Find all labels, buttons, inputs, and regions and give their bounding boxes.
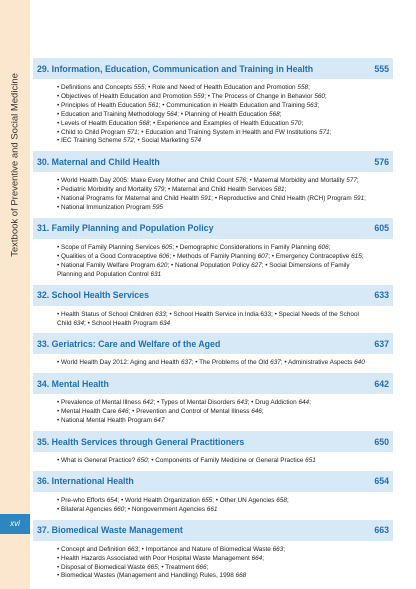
chapter-title: 37. Biomedical Waste Management [37,525,183,536]
chapter-title: 32. School Health Services [37,290,149,301]
topic-line [57,186,391,195]
chapter-entry [33,431,393,471]
topic-text: ; [206,563,209,571]
topic-text: • Pediatric Morbidity and Mortality [57,186,154,194]
topic-page-ref: 606 [158,252,170,260]
topic-text: • Principles of Health Education [57,101,149,109]
topic-text: ; [286,496,289,504]
topic-page-ref: 633 [155,310,166,318]
topic-text: • World Health Day 2012: Aging and Health [57,359,181,367]
topic-line [57,457,391,466]
topic-line [57,84,391,93]
chapter-heading[interactable] [33,285,393,306]
topic-line [57,564,391,573]
chapter-topics [33,541,393,587]
chapter-topics [33,306,393,334]
chapter-entry [33,373,393,431]
topic-page-ref: 646 [117,408,129,416]
topic-text: ; • Maternal Morbidity and Mortality [245,177,347,185]
topic-text: ; • Planning of Health Education [177,110,269,118]
topic-text: • World Health Day 2005: Make Every Mother and Child Count [57,177,236,185]
topic-line [57,244,391,253]
topic-text: • National Mental Health Program [57,417,154,425]
topic-text: ; • Methods of Family Planning [169,252,258,260]
topic-page-ref: 660 [113,505,125,513]
chapter-heading[interactable] [33,373,393,394]
topic-text: ; [325,92,327,100]
topic-text: ; • Prevention and Control of Mental Illness [128,408,252,416]
topic-line [57,555,391,564]
chapter-page-number: 642 [374,378,389,389]
topic-page-ref: 666 [195,563,207,571]
topic-text: • Pre-who Efforts [57,496,107,504]
chapter-topics [33,492,393,520]
topic-text: ; [328,243,331,251]
chapter-heading[interactable] [33,151,393,172]
topic-text: ; • Role and Need of Health Education and Promotion [144,84,298,91]
topic-text: • What is General Practice? [57,457,138,465]
topic-line [57,195,391,204]
topic-page-ref: 620 [156,261,168,269]
topic-text: ; • The Problems of the Old [191,359,271,367]
topic-page-ref: 640 [354,359,365,367]
chapter-heading[interactable] [33,58,393,79]
topic-page-ref: 577 [346,177,357,185]
topic-text: ; • Other UN Agencies [212,496,277,504]
chapter-title: 29. Information, Education, Communication and Training in Health [37,63,314,74]
topic-line [57,497,391,506]
topic-text: • Child to Child Program [57,128,128,136]
chapter-topics [33,394,393,431]
chapter-topics [33,354,393,373]
topic-page-ref: 655 [201,496,213,504]
chapter-entry [33,471,393,520]
topic-text: ; • Components of Family Medicine or General Practice [147,457,306,465]
running-head-text: Textbook of Preventive and Social Medicine [9,73,21,257]
topic-page-ref: 591 [353,195,365,203]
topic-page-ref: 560 [314,92,325,100]
topic-text: ; • Demographic Considerations in Family Planning [172,243,318,251]
topic-text: • Prevalence of Mental Illness [57,399,143,407]
chapter-entry [33,285,393,334]
topic-line [57,572,391,581]
chapter-topics [33,79,393,151]
topic-page-ref: 571 [319,128,330,136]
topic-line [57,271,391,280]
topic-page-ref: 658 [276,496,287,504]
chapter-page-number: 663 [374,525,389,536]
chapter-page-number: 650 [374,436,389,447]
topic-line [57,93,391,102]
topic-page-ref: 581 [273,186,285,194]
topic-text: ; • Maternal and Child Health Services [164,186,274,194]
topic-page-ref: 606 [317,243,329,251]
topic-page-ref: 646 [251,408,262,416]
topic-text: • National Programs for Maternal and Child Health [57,195,201,203]
topic-page-ref: 664 [251,554,263,562]
chapter-entry [33,151,393,218]
topic-text: ; [317,101,320,109]
chapter-topics [33,239,393,285]
topic-text: ; [283,545,286,553]
topic-text: Child [57,319,74,327]
chapter-topics [33,452,393,471]
topic-page-ref: 654 [106,496,118,504]
topic-line [57,111,391,120]
topic-line [57,177,391,186]
chapter-page-number: 654 [374,476,389,487]
topic-line [57,506,391,515]
topic-text: ; • The Process of Change in Behavior [204,92,315,100]
topic-line [57,417,391,426]
topic-text: ; • World Health Organization [117,496,202,504]
chapter-page-number: 633 [374,290,389,301]
chapter-heading[interactable] [33,333,393,354]
topic-text: ; [361,252,364,260]
chapter-title: 34. Mental Health [37,378,109,389]
topic-line [57,311,391,320]
topic-page-ref: 663 [272,545,284,553]
topic-text: ; • Communication in Health Education and Training [158,101,307,109]
topic-text: ; [261,408,264,416]
topic-text: • Biomedical Wastes (Management and Handling) Rules, 1998 [57,572,236,580]
topic-page-ref: 650 [137,457,148,465]
chapter-entry [33,520,393,587]
topic-text: • Levels of Health Education [57,119,139,127]
topic-page-ref: 644 [298,399,310,407]
topic-page-ref: 571 [127,128,138,136]
topic-text: • Scope of Family Planning Services [57,243,162,251]
topic-text: ; • National Population Policy [167,261,252,269]
topic-text: ; • Reproductive and Child Health (RCH) Program [211,195,354,203]
topic-line [57,359,391,368]
topic-text: ; [284,186,287,194]
topic-page-ref: 607 [257,252,269,260]
chapter-heading[interactable] [33,520,393,541]
topic-text: • Disposal of Biomedical Waste [57,563,148,571]
topic-page-ref: 634 [159,319,171,327]
chapter-entry [33,333,393,373]
topic-text: • National Family Welfare Program [57,261,157,269]
topic-text: ; • Drug Addiction [247,399,299,407]
topic-line [57,546,391,555]
topic-text: • Mental Health Care [57,408,118,416]
topic-page-ref: 637 [270,359,281,367]
topic-page-ref: 563 [306,101,318,109]
page-folio: xvi [0,514,30,534]
topic-page-ref: 627 [251,261,262,269]
topic-text: • National Immunization Program [57,204,153,212]
topic-text: • IEC Training Scheme [57,137,124,145]
chapter-title: 36. International Health [37,476,134,487]
chapter-page-number: 637 [374,338,389,349]
topic-page-ref: 591 [200,195,212,203]
topic-page-ref: 631 [150,270,162,278]
topic-text: • Definitions and Concepts [57,84,134,91]
topic-text: ; [301,119,304,127]
topic-page-ref: 634 [73,319,85,327]
topic-line [57,204,391,213]
chapter-entry [33,218,393,285]
running-head [0,0,30,330]
topic-page-ref: 661 [206,505,218,513]
chapter-heading[interactable] [33,471,393,492]
topic-text: ; • Administrative Aspects [280,359,355,367]
topic-text: ; • Social Marketing [133,137,191,145]
topic-page-ref: 643 [236,399,248,407]
chapter-title: 35. Health Services through General Practitioners [37,436,245,447]
topic-text: ; [364,195,366,203]
topic-page-ref: 605 [161,243,173,251]
chapter-title: 31. Family Planning and Population Policy [37,223,214,234]
chapter-title: 33. Geriatrics: Care and Welfare of the Aged [37,338,221,349]
topic-text: • Objectives of Health Education and Promotion [57,92,194,100]
topic-page-ref: 572 [123,137,134,145]
topic-page-ref: 570 [290,119,302,127]
topic-page-ref: 647 [153,417,165,425]
topic-text: Planning and Population Control [57,270,151,278]
topic-page-ref: 568 [138,119,150,127]
chapter-entry [33,58,393,151]
topic-text: • Concept and Definition [57,545,128,553]
topic-text: ; • Education and Training System in Health and FW Institutions [137,128,320,136]
chapter-page-number: 555 [374,63,389,74]
topic-page-ref: 574 [190,137,202,145]
chapter-page-number: 576 [374,156,389,167]
topic-page-ref: 651 [305,457,316,465]
topic-text: ; • Treatment [157,563,196,571]
topic-page-ref: 568 [268,110,280,118]
topic-page-ref: 663 [127,545,139,553]
topic-line [57,120,391,129]
chapter-topics [33,172,393,218]
topic-text: • Education and Training Methodology [57,110,167,118]
topic-page-ref: 665 [147,563,158,571]
topic-text: ; • School Health Program [84,319,160,327]
topic-text: ; • Types of Mental Disorders [153,399,237,407]
topic-page-ref: 595 [152,204,163,212]
topic-page-ref: 615 [351,252,362,260]
topic-text: ; [308,84,310,91]
topic-line [57,320,391,329]
topic-text: ; [279,110,282,118]
chapter-page-number: 605 [374,223,389,234]
topic-text: ; [356,177,359,185]
topic-line [57,262,391,271]
topic-text: ; • Experience and Examples of Health Education [149,119,291,127]
topic-line [57,253,391,262]
topic-text: • Bilateral Agencies [57,505,114,513]
topic-line [57,102,391,111]
topic-page-ref: 558 [297,84,309,91]
topic-text: ; • Importance and Nature of Biomedical Waste [138,545,273,553]
topic-page-ref: 668 [235,572,247,580]
topic-text: ; • School Health Service in India 633; • Special Needs of the School [165,310,359,318]
topic-page-ref: 637 [180,359,192,367]
chapter-title: 30. Maternal and Child Health [37,156,160,167]
topic-page-ref: 579 [153,186,165,194]
topic-text: • Qualities of a Good Contraceptive [57,252,159,260]
topic-line [57,399,391,408]
table-of-contents [33,58,393,586]
topic-page-ref: 564 [166,110,178,118]
topic-page-ref: 642 [142,399,154,407]
topic-text: • Health Hazards Associated with Poor Hospital Waste Management [57,554,252,562]
chapter-heading[interactable] [33,431,393,452]
topic-page-ref: 555 [133,84,145,91]
topic-line [57,137,391,146]
topic-page-ref: 561 [148,101,159,109]
topic-page-ref: 576 [235,177,246,185]
topic-text: ; [309,399,311,407]
topic-text: • Health Status of School Children [57,310,156,318]
topic-page-ref: 559 [193,92,205,100]
topic-line [57,129,391,138]
topic-text: ; [262,554,264,562]
topic-text: ; [329,128,332,136]
topic-line [57,408,391,417]
topic-text: ; • Nongovernment Agencies [124,505,207,513]
chapter-heading[interactable] [33,218,393,239]
topic-text: ; • Social Dimensions of Family [261,261,350,269]
topic-text: ; • Emergency Contraceptive [268,252,352,260]
